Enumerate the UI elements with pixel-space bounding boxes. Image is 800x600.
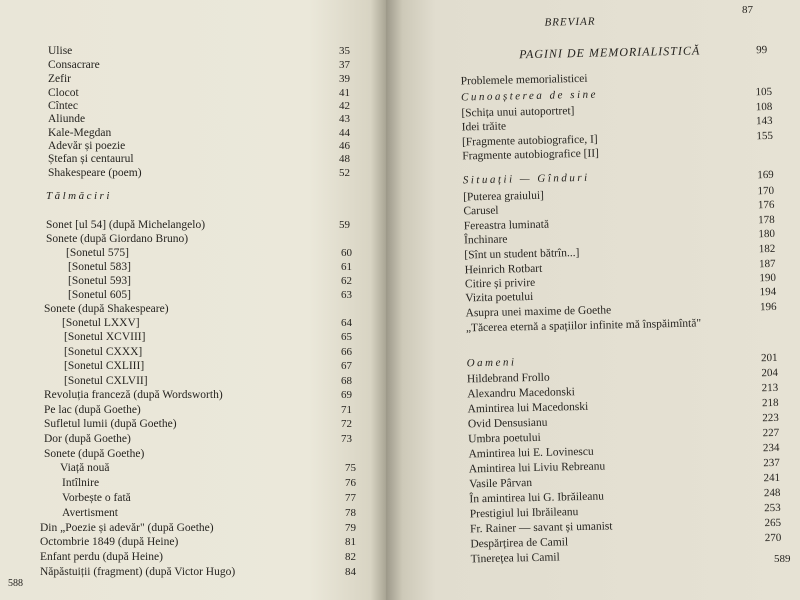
toc-entry-page: 176 (757, 198, 775, 212)
toc-entry-title: Intîlnire (62, 477, 100, 489)
toc-entry-title: Carusel (463, 204, 499, 218)
toc-entry-page: 39 (339, 73, 350, 85)
toc-entry-page: 73 (341, 433, 352, 445)
toc-entry-title: [Sonetul 605] (68, 289, 131, 301)
toc-entry-title: Heinrich Rotbart (464, 262, 543, 277)
toc-entry-title: [Schița unui autoportret] (461, 105, 575, 120)
toc-entry-page: 218 (761, 396, 779, 410)
toc-entry-page: 241 (763, 471, 781, 485)
toc-entry-page: 42 (339, 100, 350, 112)
toc-entry-title: Ulise (48, 45, 73, 57)
toc-entry-page: 63 (341, 289, 352, 301)
right-page (386, 0, 800, 600)
toc-entry-title: Amintirea lui Liviu Rebreanu (468, 460, 606, 476)
toc-entry-title: În amintirea lui G. Ibrăileanu (469, 490, 605, 506)
toc-entry-page: 248 (763, 486, 781, 500)
toc-entry-page: 182 (758, 242, 776, 256)
toc-entry-page: 43 (339, 113, 350, 125)
toc-entry-title: Consacrare (48, 59, 100, 71)
toc-entry-title: Sonete (după Goethe) (44, 448, 145, 460)
toc-entry-title: Ovid Densusianu (467, 416, 548, 431)
toc-entry-title: Umbra poetului (468, 431, 541, 446)
toc-entry-title: Vorbește o fată (62, 492, 131, 504)
toc-entry-title: Fr. Rainer — savant și umanist (469, 520, 613, 536)
toc-entry-title: Octombrie 1849 (după Heine) (40, 536, 179, 548)
toc-entry-page: 82 (345, 551, 356, 563)
toc-entry-page: 72 (341, 418, 352, 430)
toc-entry-title: Dor (după Goethe) (44, 433, 131, 445)
toc-entry-page: 67 (341, 360, 352, 372)
toc-entry-title: [Sonetul LXXV] (62, 317, 140, 329)
toc-entry-title: Închinare (463, 233, 508, 247)
toc-entry-page: 44 (339, 127, 350, 139)
part-page-number: 99 (756, 44, 768, 57)
toc-entry-page: 237 (763, 456, 780, 470)
part-title: PAGINI DE MEMORIALISTICĂ (519, 43, 701, 62)
toc-entry-page: 204 (761, 366, 779, 380)
toc-entry-title: [Sînt un student bătrîn...] (464, 247, 580, 262)
toc-entry-title: Sonete (după Giordano Bruno) (46, 233, 189, 245)
toc-entry-page: 105 (755, 85, 773, 99)
section-heading: Oameni (466, 356, 517, 370)
toc-entry-title: Cîntec (48, 100, 79, 112)
toc-entry-page: 75 (345, 462, 356, 474)
toc-entry-page: 143 (755, 114, 773, 128)
toc-entry-title: Vasile Pârvan (469, 477, 533, 491)
toc-entry-title: Prestigiul lui Ibrăileanu (469, 506, 579, 521)
toc-entry-page: 213 (761, 381, 779, 395)
toc-entry-title: Avertisment (62, 507, 118, 519)
toc-entry-page: 60 (341, 247, 352, 259)
toc-entry-title: Clocot (48, 87, 79, 99)
toc-entry-title: [Sonetul CXLVII] (64, 375, 148, 387)
toc-entry-page: 71 (341, 404, 352, 416)
toc-entry-title: Zefir (48, 73, 71, 85)
toc-entry-page: 196 (759, 300, 777, 314)
toc-entry-title: Enfant perdu (după Heine) (40, 551, 163, 563)
toc-entry-title: [Sonetul 583] (68, 261, 131, 273)
right-page-toc (386, 0, 800, 600)
section-heading: Situații — Gînduri (462, 171, 590, 187)
toc-entry-page: 223 (762, 411, 779, 425)
toc-entry-title: Amintirea lui Macedonski (467, 400, 589, 416)
toc-entry-page: 194 (759, 285, 777, 299)
toc-entry-title: Pe lac (după Goethe) (44, 404, 141, 416)
toc-entry-title: [Sonetul CXLIII] (64, 360, 145, 372)
toc-entry-title: Ștefan și centaurul (48, 153, 134, 165)
toc-entry-title: [Fragmente autobiografice, I] (461, 133, 598, 149)
toc-entry-title: Citire și privire (464, 276, 536, 291)
toc-entry-page: 84 (345, 566, 356, 578)
toc-entry-page: 61 (341, 261, 352, 273)
toc-entry-title: Problemele memorialisticei (460, 72, 588, 88)
toc-entry-page: 69 (341, 389, 352, 401)
toc-entry-page: 62 (341, 275, 352, 287)
toc-entry-title: Fragmente autobiografice [II] (462, 147, 600, 163)
toc-entry-page: 59 (339, 219, 350, 231)
toc-entry-title: Tinerețea lui Camil (470, 551, 560, 566)
toc-entry-page: 66 (341, 346, 352, 358)
toc-entry-title: Shakespeare (poem) (48, 167, 142, 179)
toc-entry-page: 270 (764, 531, 782, 545)
toc-entry-page: 65 (341, 331, 352, 343)
toc-entry-page: 68 (341, 375, 352, 387)
toc-entry-page: 265 (764, 516, 782, 530)
toc-entry-title: Idei trăite (461, 120, 507, 134)
running-head: BREVIAR (544, 15, 596, 29)
toc-entry-page: 64 (341, 317, 352, 329)
toc-entry-title: Alexandru Macedonski (467, 386, 576, 401)
toc-entry-title: Amintirea lui E. Lovinescu (468, 445, 594, 461)
toc-entry-page: 234 (762, 441, 780, 455)
toc-entry-title: Asupra unei maxime de Goethe (465, 304, 612, 320)
toc-entry-page: 48 (339, 153, 350, 165)
toc-entry-title: [Sonetul XCVIII] (64, 331, 146, 343)
toc-entry-page: 79 (345, 522, 356, 534)
toc-entry-title: Adevăr și poezie (48, 140, 126, 152)
toc-entry-title: Năpăstuiții (fragment) (după Victor Hugo) (40, 566, 236, 578)
toc-entry-page: 77 (345, 492, 356, 504)
toc-entry-page: 180 (758, 227, 776, 241)
section-heading: Cunoașterea de sine (460, 88, 599, 104)
toc-entry-page: 46 (339, 140, 350, 152)
toc-entry-title: Sufletul lumii (după Goethe) (44, 418, 177, 430)
toc-entry-page: 190 (759, 271, 777, 285)
left-page (0, 0, 386, 600)
toc-entry-title: Sonete (după Shakespeare) (44, 303, 169, 315)
toc-entry-page: 187 (758, 257, 776, 271)
toc-entry-page: 37 (339, 59, 350, 71)
toc-entry-page: 170 (757, 184, 775, 198)
toc-entry-title: Fereastra luminată (463, 218, 550, 233)
toc-entry-page: 41 (339, 87, 350, 99)
toc-entry-title: Revoluția franceză (după Wordsworth) (44, 389, 223, 401)
toc-entry-page: 201 (760, 351, 778, 365)
toc-entry-page: 169 (757, 168, 774, 182)
toc-entry-title: [Puterea graiului] (463, 189, 545, 204)
toc-entry-title: [Sonetul 575] (66, 247, 129, 259)
toc-entry-page: 108 (755, 100, 773, 114)
toc-entry-page: 155 (756, 129, 774, 143)
toc-entry-title: [Sonetul 593] (68, 275, 131, 287)
right-page-number: 589 (774, 553, 791, 565)
left-page-number: 588 (8, 578, 23, 589)
corner-page-number: 87 (742, 4, 753, 16)
toc-entry-page: 52 (339, 167, 350, 179)
toc-entry-title: Hildebrand Frollo (466, 371, 550, 386)
toc-entry-page: 78 (345, 507, 356, 519)
toc-entry-title: „Tăcerea eternă a spațiilor infinite mă înspăimîntă" (465, 317, 702, 335)
toc-entry-title: Viață nouă (60, 462, 110, 474)
toc-entry-page: 178 (758, 213, 775, 227)
toc-entry-title: Din „Poezie și adevăr" (după Goethe) (40, 522, 214, 534)
toc-entry-page: 227 (762, 426, 780, 440)
toc-entry-title: [Sonetul CXXX] (64, 346, 143, 358)
toc-entry-page: 76 (345, 477, 356, 489)
toc-entry-title: Sonet [ul 54] (după Michelangelo) (46, 219, 206, 231)
toc-entry-page: 253 (764, 501, 781, 515)
section-heading: Tălmăciri (46, 190, 112, 202)
toc-entry-title: Despărțirea de Camil (470, 536, 569, 551)
toc-entry-title: Vizita poetului (465, 290, 534, 305)
toc-entry-page: 81 (345, 536, 356, 548)
toc-entry-title: Aliunde (48, 113, 86, 125)
toc-entry-title: Kale-Megdan (48, 127, 112, 139)
toc-entry-page: 35 (339, 45, 350, 57)
